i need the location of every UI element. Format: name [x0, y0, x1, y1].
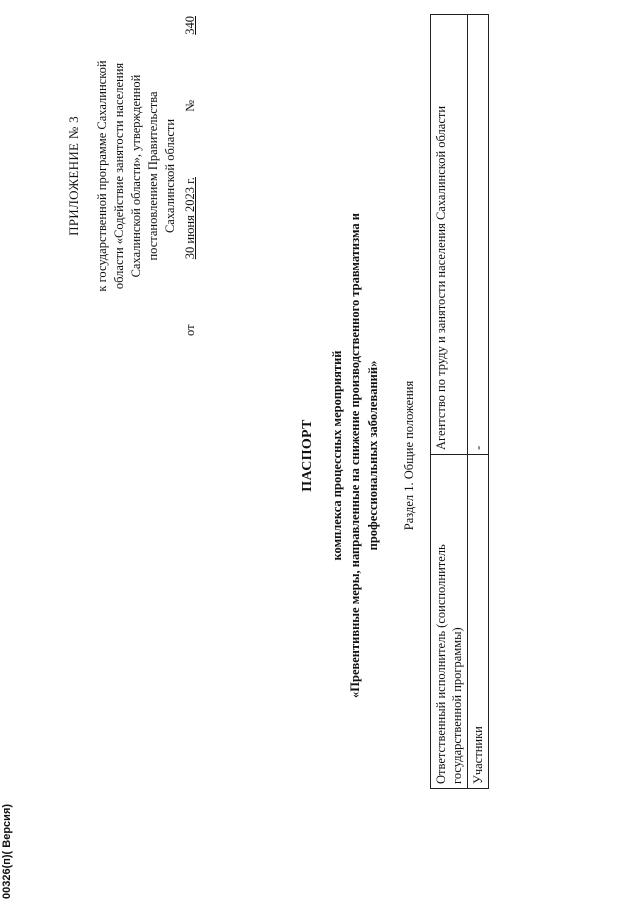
table-cell-label: Ответственный исполнитель (соисполнитель государственной программы) [431, 455, 468, 789]
passport-subtitle: комплекса процессных мероприятий [330, 350, 344, 561]
appendix-title: ПРИЛОЖЕНИЕ № 3 [66, 116, 81, 236]
appendix-line: области «Содействие занятости населения [112, 62, 126, 290]
passport-name-line-1: «Превентивные меры, направленные на снижение производственного травматизма и [348, 213, 362, 698]
appendix-line: Сахалинской области [163, 118, 177, 234]
table-row [431, 15, 468, 789]
table-row [468, 15, 489, 789]
table-cell-value: Агентство по труду и занятости населения Сахалинской области [431, 15, 468, 455]
appendix-number: 340 [183, 16, 197, 35]
appendix-line: постановлением Правительства [146, 91, 160, 261]
appendix-line: Сахалинской области», утвержденной [129, 74, 143, 278]
appendix-number-label: № [183, 99, 197, 112]
appendix-date: 30 июня 2023 г. [183, 177, 197, 260]
table-cell-value: - [468, 15, 489, 455]
footer-code: 00326(п)( Версия) [1, 803, 13, 899]
appendix-from-label: от [183, 324, 197, 336]
section-title: Раздел 1. Общие положения [402, 380, 416, 531]
general-info-table [430, 14, 489, 789]
passport-title: ПАСПОРТ [300, 419, 315, 492]
appendix-line: к государственной программе Сахалинской [95, 60, 109, 292]
appendix-block [65, 16, 201, 336]
appendix-date-row [182, 16, 201, 336]
table-cell-label: Участники [468, 455, 489, 789]
passport-name-line-2: профессиональных заболеваний» [366, 360, 380, 551]
